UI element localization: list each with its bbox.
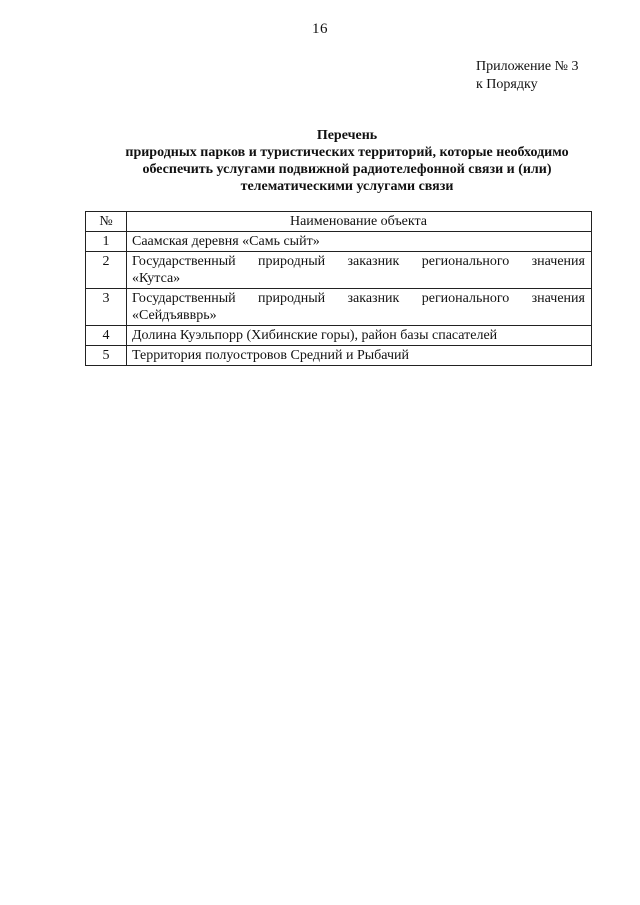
table-row [86,326,592,346]
row-number: 3 [86,289,127,326]
document-title [60,127,634,195]
row-number: 1 [86,232,127,252]
table-row [86,346,592,366]
header-object-name: Наименование объекта [127,212,592,232]
row-number: 4 [86,326,127,346]
row-object-name-line-2: «Кутса» [132,271,181,286]
row-object-name [127,289,592,326]
appendix-number: Приложение № 3 [476,59,579,74]
row-object-name-line-1: Государственный природный заказник регионального значения [132,291,585,306]
title-heading: Перечень [316,128,378,143]
page-number: 16 [312,21,328,37]
table-header-row [86,212,592,232]
title-line-3: обеспечить услугами подвижной радиотелефонной связи и (или) [142,162,552,177]
appendix-procedure: к Порядку [476,77,538,92]
row-object-name: Территория полуостровов Средний и Рыбачий [127,346,592,366]
row-object-name [127,252,592,289]
row-object-name: Саамская деревня «Самь сыйт» [127,232,592,252]
title-line-4: телематическими услугами связи [240,179,454,194]
title-line-2: природных парков и туристических территорий, которые необходимо [125,145,569,160]
row-object-name-line-2: «Сейдъявврь» [132,308,217,323]
table-row [86,252,592,289]
row-number: 2 [86,252,127,289]
row-object-name-line-1: Государственный природный заказник регионального значения [132,254,585,269]
row-number: 5 [86,346,127,366]
objects-table [85,211,592,366]
table-row [86,232,592,252]
header-number: № [86,212,127,232]
appendix-reference [476,58,579,94]
table-row [86,289,592,326]
row-object-name: Долина Куэльпорр (Хибинские горы), район базы спасателей [127,326,592,346]
